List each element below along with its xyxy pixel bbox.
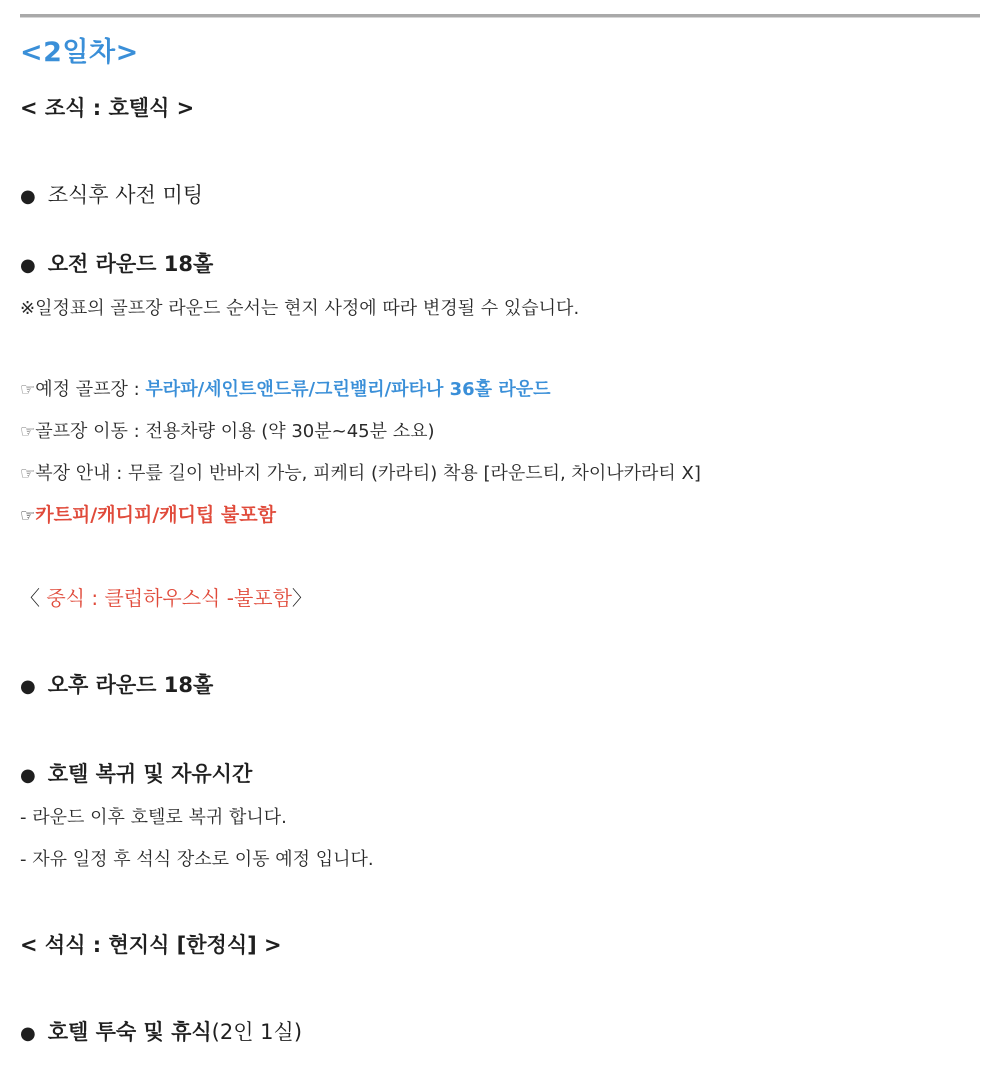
- fees-info: [20, 500, 276, 527]
- breakfast-heading: < 조식 : 호텔식 >: [20, 96, 195, 120]
- lunch-open-bracket: 〈: [20, 586, 40, 610]
- pointing-hand-icon: ☞: [20, 464, 36, 484]
- pointing-hand-icon: ☞: [20, 506, 36, 526]
- pointing-hand-icon: ☞: [20, 422, 36, 442]
- hotel-return-text: 호텔 복귀 및 자유시간: [47, 762, 253, 786]
- bullet-icon: ●: [20, 676, 36, 697]
- lunch-close-bracket: 〉: [291, 586, 312, 610]
- stay-item: [20, 1016, 302, 1046]
- dress-info: [20, 459, 701, 485]
- stay-suffix: (2인 1실): [211, 1020, 303, 1044]
- afternoon-round-item: [20, 669, 213, 699]
- meeting-item: [20, 179, 203, 209]
- morning-round-item: [20, 248, 213, 278]
- dinner-heading: < 석식 : 현지식 [한정식] >: [20, 933, 282, 957]
- pointing-hand-icon: ☞: [20, 380, 36, 400]
- lunch-heading: [20, 582, 312, 611]
- dress-text: 복장 안내 : 무릎 길이 반바지 가능, 피케티 (카라티) 착용 [라운드티, 차이나카라티 X]: [35, 463, 701, 484]
- bullet-icon: ●: [20, 765, 36, 786]
- day-title: <2일차>: [20, 37, 139, 68]
- morning-round-text: 오전 라운드 18홀: [47, 252, 214, 276]
- transfer-info: [20, 417, 435, 443]
- fees-text: 카트피/캐디피/캐디팁 불포함: [35, 504, 276, 526]
- top-divider: [20, 14, 980, 18]
- course-value: 부라파/세인트앤드류/그린밸리/파타나 36홀 라운드: [145, 379, 551, 400]
- transfer-text: 골프장 이동 : 전용차량 이용 (약 30분~45분 소요): [35, 421, 435, 442]
- schedule-note: ※일정표의 골프장 라운드 순서는 현지 사정에 따라 변경될 수 있습니다.: [20, 298, 580, 319]
- afternoon-round-text: 오후 라운드 18홀: [47, 673, 214, 697]
- bullet-icon: ●: [20, 186, 36, 207]
- hotel-return-line-1: - 라운드 이후 호텔로 복귀 합니다.: [20, 807, 287, 828]
- bullet-icon: ●: [20, 255, 36, 276]
- meeting-text: 조식후 사전 미팅: [47, 183, 204, 207]
- bullet-icon: ●: [20, 1023, 36, 1044]
- course-info: [20, 375, 551, 401]
- stay-text: 호텔 투숙 및 휴식: [47, 1020, 212, 1044]
- hotel-return-line-2: - 자유 일정 후 석식 장소로 이동 예정 입니다.: [20, 849, 374, 870]
- course-label: 예정 골프장 :: [35, 379, 146, 400]
- lunch-text: 중식 : 클럽하우스식 -불포함: [40, 586, 292, 610]
- hotel-return-item: [20, 758, 252, 788]
